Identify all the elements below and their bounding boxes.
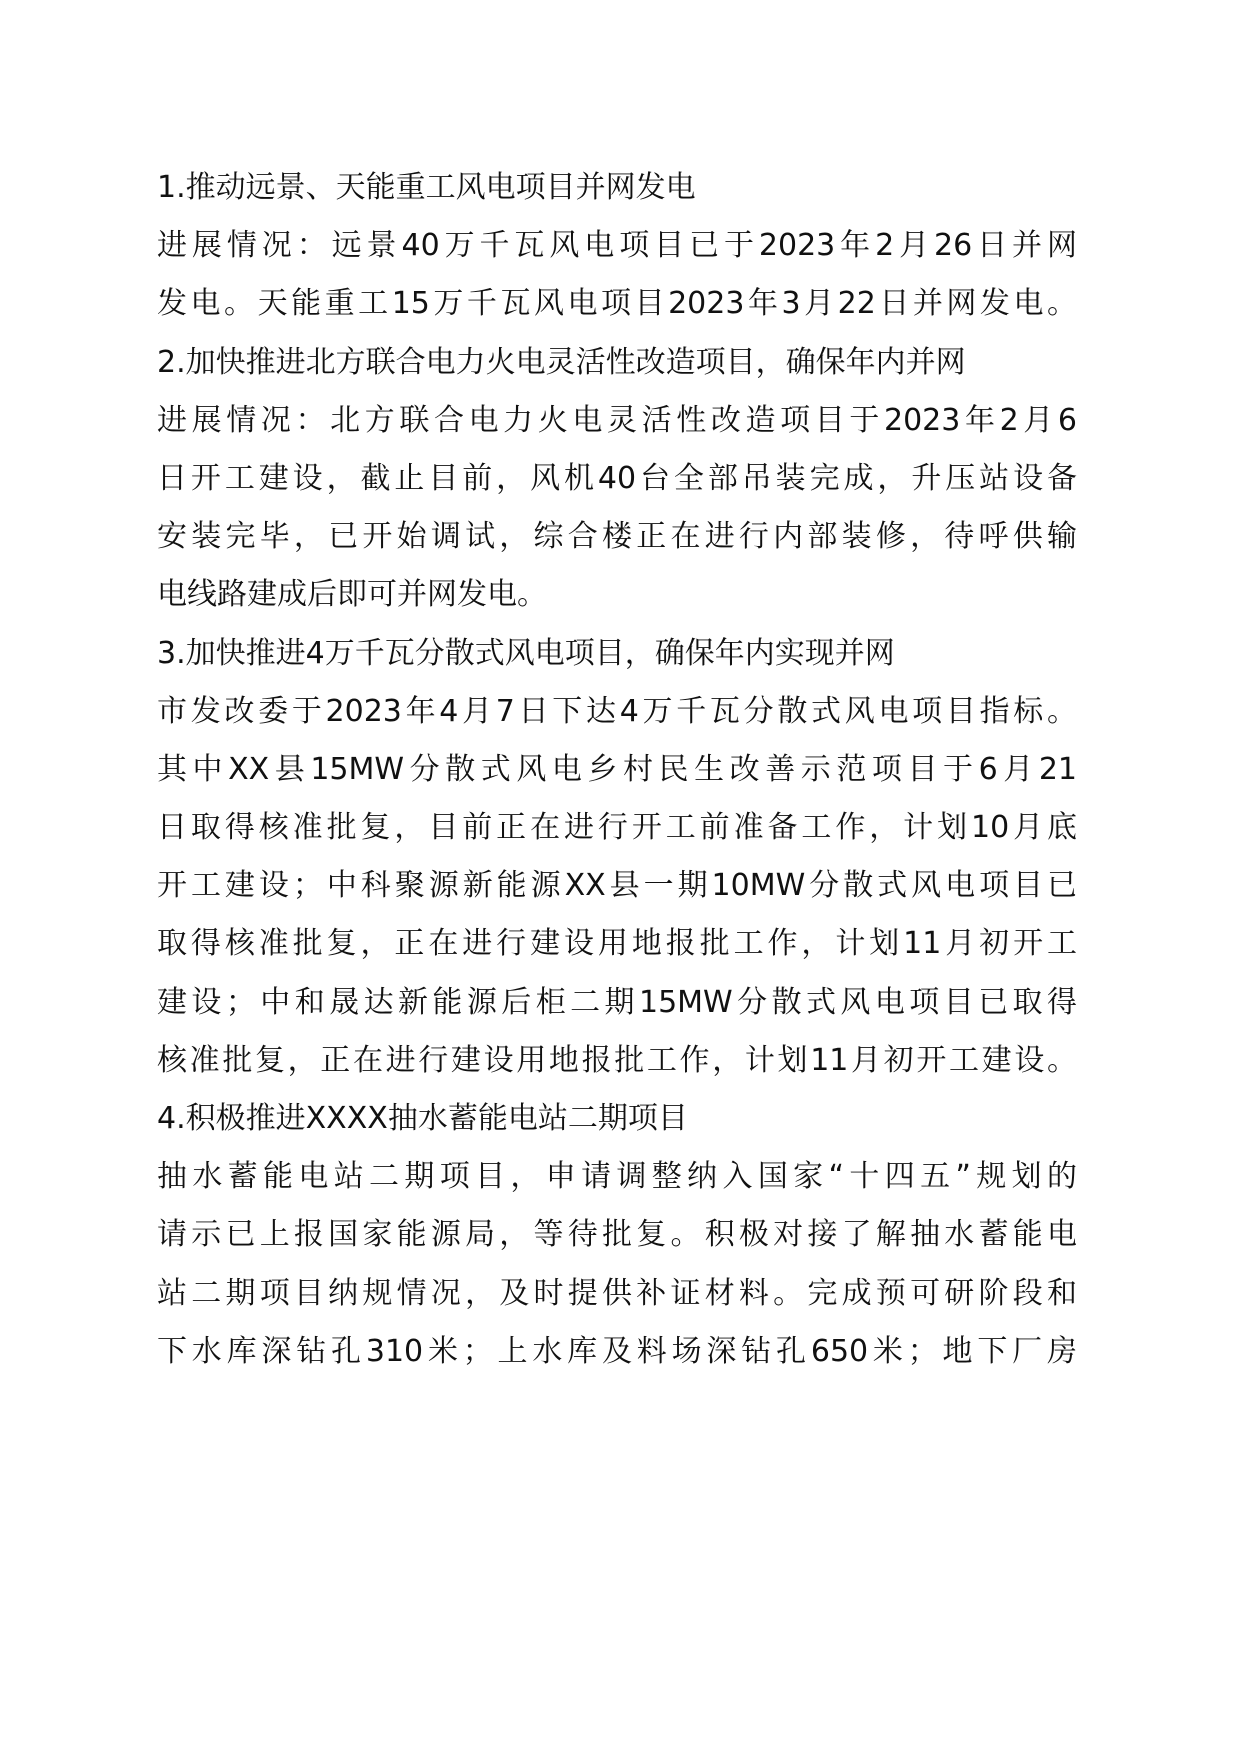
document-body bbox=[157, 159, 1077, 1381]
heading-3: 3.加快推进4万千瓦分散式风电项目，确保年内实现并网 bbox=[157, 635, 895, 671]
heading-4: 4.积极推进XXXX抽水蓄能电站二期项目 bbox=[157, 1101, 688, 1136]
paragraph-line: 核准批复，正在进行建设用地报批工作，计划11月初开工建设。 bbox=[157, 1042, 1077, 1078]
paragraph-line: 电线路建成后即可并网发电。 bbox=[157, 577, 547, 613]
paragraph-line: 安装完毕，已开始调试，综合楼正在进行内部装修，待呼供输 bbox=[157, 519, 1077, 555]
paragraph-line: 开工建设；中科聚源新能源XX县一期10MW分散式风电项目已 bbox=[157, 868, 1077, 904]
paragraph-line: 进展情况：北方联合电力火电灵活性改造项目于2023年2月6 bbox=[157, 402, 1077, 438]
paragraph-line: 其中XX县15MW分散式风电乡村民生改善示范项目于6月21 bbox=[157, 751, 1077, 787]
paragraph-line: 日取得核准批复，目前正在进行开工前准备工作，计划10月底 bbox=[157, 810, 1077, 846]
paragraph-line: 进展情况：远景40万千瓦风电项目已于2023年2月26日并网 bbox=[157, 228, 1077, 264]
paragraph-line: 建设；中和晟达新能源后柜二期15MW分散式风电项目已取得 bbox=[157, 984, 1077, 1020]
paragraph-line: 下水库深钻孔310米；上水库及料场深钻孔650米；地下厂房 bbox=[157, 1333, 1077, 1369]
heading-1: 1.推动远景、天能重工风电项目并网发电 bbox=[157, 170, 696, 205]
heading-2: 2.加快推进北方联合电力火电灵活性改造项目，确保年内并网 bbox=[157, 344, 966, 380]
paragraph-line: 日开工建设，截止目前，风机40台全部吊装完成，升压站设备 bbox=[157, 460, 1077, 496]
paragraph-line: 抽水蓄能电站二期项目，申请调整纳入国家“十四五”规划的 bbox=[157, 1159, 1077, 1195]
paragraph-line: 请示已上报国家能源局，等待批复。积极对接了解抽水蓄能电 bbox=[157, 1217, 1077, 1253]
paragraph-line: 站二期项目纳规情况，及时提供补证材料。完成预可研阶段和 bbox=[157, 1275, 1077, 1311]
paragraph-line: 市发改委于2023年4月7日下达4万千瓦分散式风电项目指标。 bbox=[157, 693, 1077, 729]
paragraph-line: 发电。天能重工15万千瓦风电项目2023年3月22日并网发电。 bbox=[157, 286, 1077, 322]
paragraph-line: 取得核准批复，正在进行建设用地报批工作，计划11月初开工 bbox=[157, 926, 1077, 962]
